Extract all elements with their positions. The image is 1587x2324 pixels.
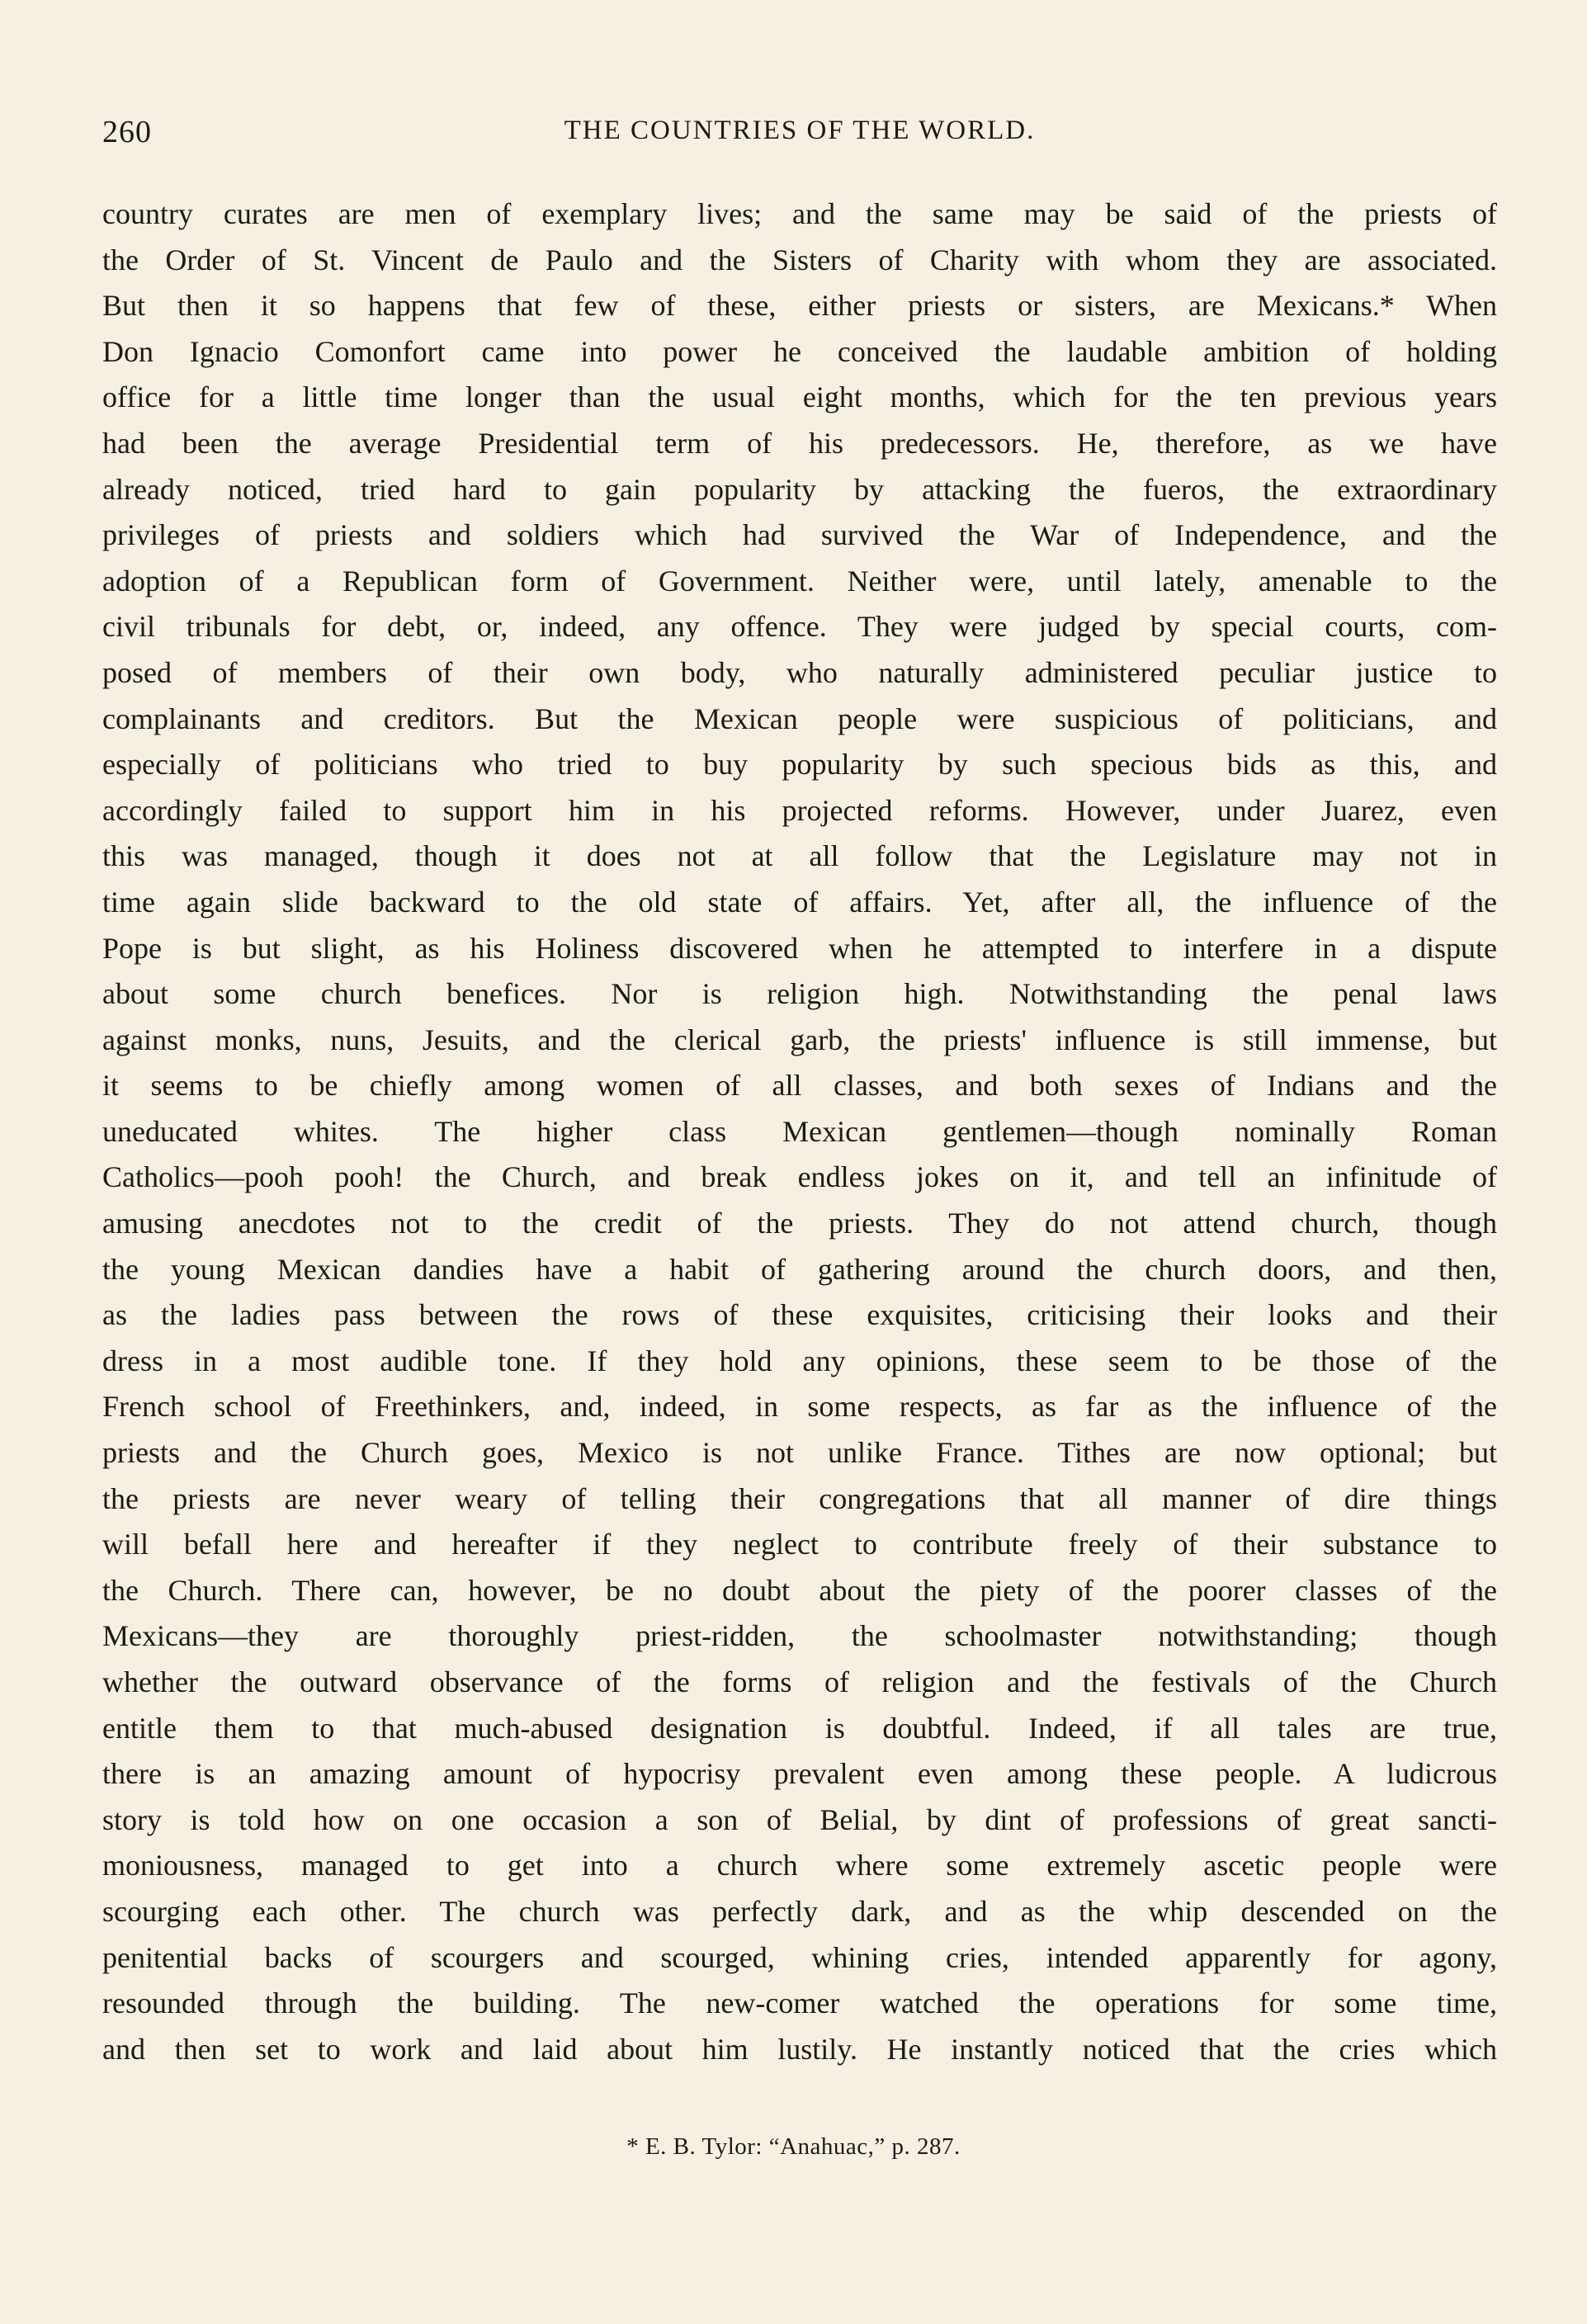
text-line: will befall here and hereafter if they neglect to contribute freely of their substance to [102,1528,1497,1561]
body-text [102,191,1497,2072]
text-line: as the ladies pass between the rows of these exquisites, criticising their looks and their [102,1298,1497,1332]
text-line: already noticed, tried hard to gain popularity by attacking the fueros, the extraordinary [102,472,1497,506]
text-line: accordingly failed to support him in his projected reforms. However, under Juarez, even [102,793,1497,827]
text-line: Mexicans—they are thoroughly priest-ridden, the schoolmaster notwithstanding; though [102,1619,1497,1653]
text-line: resounded through the building. The new-comer watched the operations for some time, [102,1986,1497,2020]
text-line: about some church benefices. Nor is religion high. Notwithstanding the penal laws [102,977,1497,1011]
text-line: scourging each other. The church was perfectly dark, and as the whip descended on the [102,1894,1497,1928]
text-line: had been the average Presidential term of his predecessors. He, therefore, as we have [102,426,1497,460]
text-line: and then set to work and laid about him lustily. He instantly noticed that the cries which [102,2032,1497,2066]
text-line: the Church. There can, however, be no doubt about the piety of the poorer classes of the [102,1573,1497,1607]
text-line: whether the outward observance of the forms of religion and the festivals of the Church [102,1665,1497,1698]
text-line: adoption of a Republican form of Government. Neither were, until lately, amenable to the [102,564,1497,598]
footnote: * E. B. Tylor: “Anahuac,” p. 287. [626,2133,961,2160]
text-line: civil tribunals for debt, or, indeed, any offence. They were judged by special courts, com- [102,610,1497,644]
text-line: Catholics—pooh pooh! the Church, and break endless jokes on it, and tell an infinitude of [102,1160,1497,1194]
text-line: priests and the Church goes, Mexico is not unlike France. Tithes are now optional; but [102,1436,1497,1470]
page-header [102,114,1497,155]
text-line: country curates are men of exemplary lives; and the same may be said of the priests of [102,197,1497,230]
text-line: office for a little time longer than the usual eight months, which for the ten previous years [102,380,1497,414]
text-line: the Order of St. Vincent de Paulo and the Sisters of Charity with whom they are associated. [102,243,1497,276]
text-line: amusing anecdotes not to the credit of the priests. They do not attend church, though [102,1207,1497,1240]
text-line: the young Mexican dandies have a habit of gathering around the church doors, and then, [102,1252,1497,1286]
text-line: posed of members of their own body, who naturally administered peculiar justice to [102,655,1497,689]
text-line: penitential backs of scourgers and scourged, whining cries, intended apparently for agony, [102,1940,1497,1974]
text-line: Pope is but slight, as his Holiness discovered when he attempted to interfere in a dispute [102,931,1497,965]
text-line: Don Ignacio Comonfort came into power he conceived the laudable ambition of holding [102,334,1497,368]
running-title: THE COUNTRIES OF THE WORLD. [564,116,1036,145]
text-line: time again slide backward to the old state of affairs. Yet, after all, the influence of the [102,885,1497,919]
text-line: there is an amazing amount of hypocrisy prevalent even among these people. A ludicrous [102,1757,1497,1791]
page-number: 260 [102,115,152,149]
text-line: entitle them to that much-abused designation is doubtful. Indeed, if all tales are true, [102,1711,1497,1745]
text-line: dress in a most audible tone. If they hold any opinions, these seem to be those of the [102,1344,1497,1377]
text-line: the priests are never weary of telling their congregations that all manner of dire things [102,1481,1497,1515]
text-line: against monks, nuns, Jesuits, and the clerical garb, the priests' influence is still immense, but [102,1023,1497,1056]
text-line: complainants and creditors. But the Mexican people were suspicious of politicians, and [102,701,1497,735]
text-line: privileges of priests and soldiers which had survived the War of Independence, and the [102,518,1497,552]
text-line: moniousness, managed to get into a church where some extremely ascetic people were [102,1849,1497,1882]
text-line: this was managed, though it does not at all follow that the Legislature may not in [102,839,1497,873]
text-line: uneducated whites. The higher class Mexican gentlemen—though nominally Roman [102,1114,1497,1148]
text-line: especially of politicians who tried to buy popularity by such specious bids as this, and [102,748,1497,782]
text-line: story is told how on one occasion a son of Belial, by dint of professions of great sancti- [102,1802,1497,1836]
text-line: it seems to be chiefly among women of all classes, and both sexes of Indians and the [102,1069,1497,1103]
text-line: French school of Freethinkers, and, indeed, in some respects, as far as the influence of the [102,1390,1497,1424]
text-line: But then it so happens that few of these, either priests or sisters, are Mexicans.* When [102,289,1497,323]
